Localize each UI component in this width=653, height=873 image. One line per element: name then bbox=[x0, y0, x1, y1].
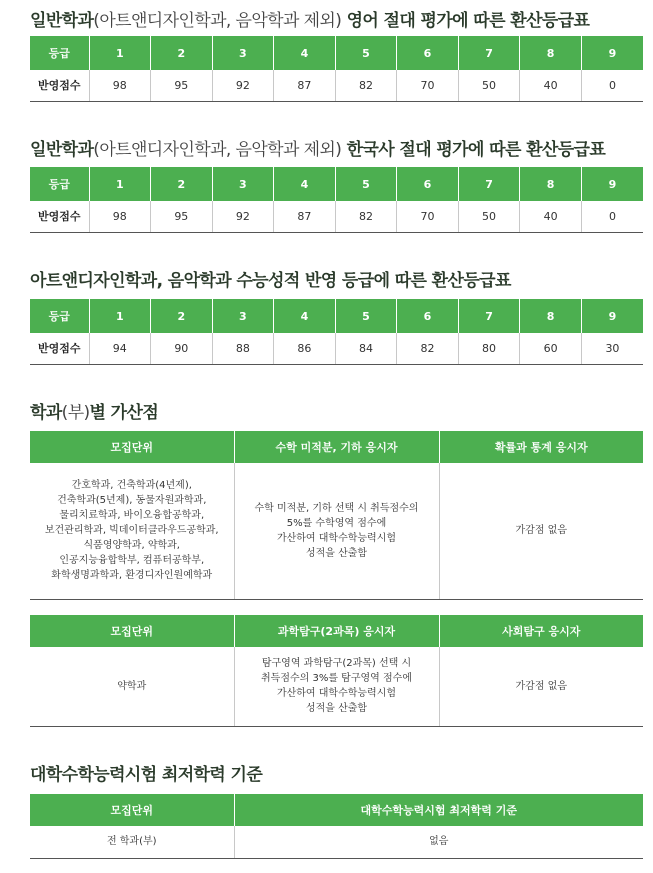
bonus-table-science bbox=[30, 615, 643, 727]
header-cell: 1 bbox=[89, 299, 151, 333]
unit-list-cell bbox=[30, 463, 234, 599]
header-cell: 7 bbox=[458, 299, 520, 333]
english-grade-table bbox=[30, 36, 643, 102]
title-paren: (부) bbox=[61, 403, 90, 423]
header-cell: 9 bbox=[581, 36, 643, 70]
table-cell: 80 bbox=[458, 333, 520, 364]
table-cell: 87 bbox=[274, 70, 336, 101]
description-line: 성적을 산출함 bbox=[305, 547, 368, 559]
table-header-row bbox=[30, 794, 643, 826]
table-row bbox=[30, 463, 643, 599]
header-cell: 5 bbox=[335, 299, 397, 333]
header-cell: 9 bbox=[581, 299, 643, 333]
unit-cell: 전 학과(부) bbox=[30, 826, 234, 858]
header-cell: 8 bbox=[520, 36, 582, 70]
table-cell: 30 bbox=[581, 333, 643, 364]
header-cell: 7 bbox=[458, 167, 520, 201]
table-cell: 94 bbox=[89, 333, 151, 364]
header-cell: 대학수학능력시험 최저학력 기준 bbox=[234, 794, 643, 826]
header-cell: 수학 미적분, 기하 응시자 bbox=[234, 431, 439, 463]
table-cell: 88 bbox=[212, 333, 274, 364]
table-cell: 50 bbox=[458, 201, 520, 232]
header-cell: 9 bbox=[581, 167, 643, 201]
unit-line: 물리치료학과, 바이오융합공학과, bbox=[59, 510, 205, 522]
header-cell: 5 bbox=[335, 36, 397, 70]
unit-line: 식품영양학과, 약학과, bbox=[83, 540, 180, 552]
header-cell: 모집단위 bbox=[30, 431, 234, 463]
unit-line: 간호학과, 건축학과(4년제), bbox=[71, 480, 192, 492]
table-row bbox=[30, 333, 643, 364]
no-bonus-cell: 가감점 없음 bbox=[439, 647, 643, 726]
unit-line: 보건관리학과, 빅데이터클라우드공학과, bbox=[44, 525, 219, 537]
header-cell: 3 bbox=[212, 299, 274, 333]
bonus-table-math bbox=[30, 431, 643, 600]
table-row bbox=[30, 647, 643, 726]
title-main: 일반학과 bbox=[30, 11, 94, 31]
bonus-description-cell bbox=[234, 463, 439, 599]
standard-cell: 없음 bbox=[234, 826, 643, 858]
table-header-row bbox=[30, 167, 643, 201]
description-line: 수학 미적분, 기하 선택 시 취득점수의 bbox=[254, 502, 419, 514]
title-paren: (아트앤디자인학과, 음악학과 제외) bbox=[93, 11, 342, 31]
header-cell: 사회탐구 응시자 bbox=[439, 615, 643, 647]
header-cell: 3 bbox=[212, 36, 274, 70]
row-label: 반영점수 bbox=[30, 201, 89, 232]
table-header-row bbox=[30, 431, 643, 463]
section-title-bonus bbox=[30, 398, 158, 423]
table-cell: 40 bbox=[520, 201, 582, 232]
unit-cell: 약학과 bbox=[30, 647, 234, 726]
table-cell: 82 bbox=[335, 201, 397, 232]
table-cell: 95 bbox=[151, 201, 213, 232]
header-cell: 4 bbox=[274, 36, 336, 70]
header-cell: 4 bbox=[274, 167, 336, 201]
table-cell: 70 bbox=[397, 70, 459, 101]
header-cell: 1 bbox=[89, 36, 151, 70]
title-main: 일반학과 bbox=[30, 140, 94, 160]
bonus-description-cell bbox=[234, 647, 439, 726]
description-line: 가산하여 대학수학능력시험 bbox=[276, 688, 397, 700]
header-cell: 4 bbox=[274, 299, 336, 333]
table-cell: 70 bbox=[397, 201, 459, 232]
header-cell: 1 bbox=[89, 167, 151, 201]
unit-line: 건축학과(5년제), 동물자원과학과, bbox=[57, 495, 207, 507]
art-music-grade-table bbox=[30, 299, 643, 365]
table-header-row bbox=[30, 299, 643, 333]
table-cell: 90 bbox=[151, 333, 213, 364]
header-cell: 7 bbox=[458, 36, 520, 70]
header-cell: 2 bbox=[151, 167, 213, 201]
header-cell: 3 bbox=[212, 167, 274, 201]
unit-line: 화학생명과학과, 환경디자인원예학과 bbox=[51, 570, 213, 582]
description-line: 취득점수의 3%를 탐구영역 점수에 bbox=[261, 673, 412, 685]
header-cell: 모집단위 bbox=[30, 794, 234, 826]
table-cell: 0 bbox=[581, 201, 643, 232]
table-row bbox=[30, 826, 643, 858]
header-cell: 8 bbox=[520, 299, 582, 333]
title-rest: 별 가산점 bbox=[89, 403, 159, 423]
header-cell: 확률과 통계 응시자 bbox=[439, 431, 643, 463]
header-cell: 6 bbox=[397, 167, 459, 201]
table-row bbox=[30, 201, 643, 232]
table-cell: 60 bbox=[520, 333, 582, 364]
row-label: 반영점수 bbox=[30, 70, 89, 101]
table-header-row bbox=[30, 36, 643, 70]
header-cell: 등급 bbox=[30, 36, 89, 70]
description-line: 성적을 산출함 bbox=[305, 703, 368, 715]
header-cell: 6 bbox=[397, 36, 459, 70]
section-title-art-music: 아트앤디자인학과, 음악학과 수능성적 반영 등급에 따른 환산등급표 bbox=[30, 271, 511, 291]
header-cell: 6 bbox=[397, 299, 459, 333]
title-main: 학과 bbox=[30, 403, 62, 423]
title-rest: 영어 절대 평가에 따른 환산등급표 bbox=[341, 11, 590, 31]
table-row bbox=[30, 70, 643, 101]
header-cell: 2 bbox=[151, 36, 213, 70]
title-paren: (아트앤디자인학과, 음악학과 제외) bbox=[93, 140, 342, 160]
unit-line: 인공지능융합학부, 컴퓨터공학부, bbox=[59, 555, 205, 567]
no-bonus-cell: 가감점 없음 bbox=[439, 463, 643, 599]
header-cell: 5 bbox=[335, 167, 397, 201]
minimum-standard-table bbox=[30, 794, 643, 859]
section-title-minimum: 대학수학능력시험 최저학력 기준 bbox=[30, 765, 263, 785]
table-cell: 95 bbox=[151, 70, 213, 101]
title-rest: 한국사 절대 평가에 따른 환산등급표 bbox=[341, 140, 606, 160]
table-cell: 84 bbox=[335, 333, 397, 364]
header-cell: 모집단위 bbox=[30, 615, 234, 647]
description-line: 탐구영역 과학탐구(2과목) 선택 시 bbox=[261, 658, 412, 670]
table-cell: 98 bbox=[89, 70, 151, 101]
table-cell: 0 bbox=[581, 70, 643, 101]
header-cell: 8 bbox=[520, 167, 582, 201]
table-cell: 40 bbox=[520, 70, 582, 101]
description-line: 5%를 수학영역 점수에 bbox=[286, 517, 387, 529]
history-grade-table bbox=[30, 167, 643, 233]
header-cell: 등급 bbox=[30, 167, 89, 201]
table-cell: 82 bbox=[397, 333, 459, 364]
table-header-row bbox=[30, 615, 643, 647]
table-cell: 50 bbox=[458, 70, 520, 101]
table-cell: 98 bbox=[89, 201, 151, 232]
table-cell: 86 bbox=[274, 333, 336, 364]
section-title-history bbox=[30, 135, 605, 160]
table-cell: 87 bbox=[274, 201, 336, 232]
section-title-english bbox=[30, 6, 589, 31]
header-cell: 과학탐구(2과목) 응시자 bbox=[234, 615, 439, 647]
header-cell: 등급 bbox=[30, 299, 89, 333]
description-line: 가산하여 대학수학능력시험 bbox=[276, 532, 397, 544]
table-cell: 82 bbox=[335, 70, 397, 101]
table-cell: 92 bbox=[212, 201, 274, 232]
row-label: 반영점수 bbox=[30, 333, 89, 364]
table-cell: 92 bbox=[212, 70, 274, 101]
header-cell: 2 bbox=[151, 299, 213, 333]
